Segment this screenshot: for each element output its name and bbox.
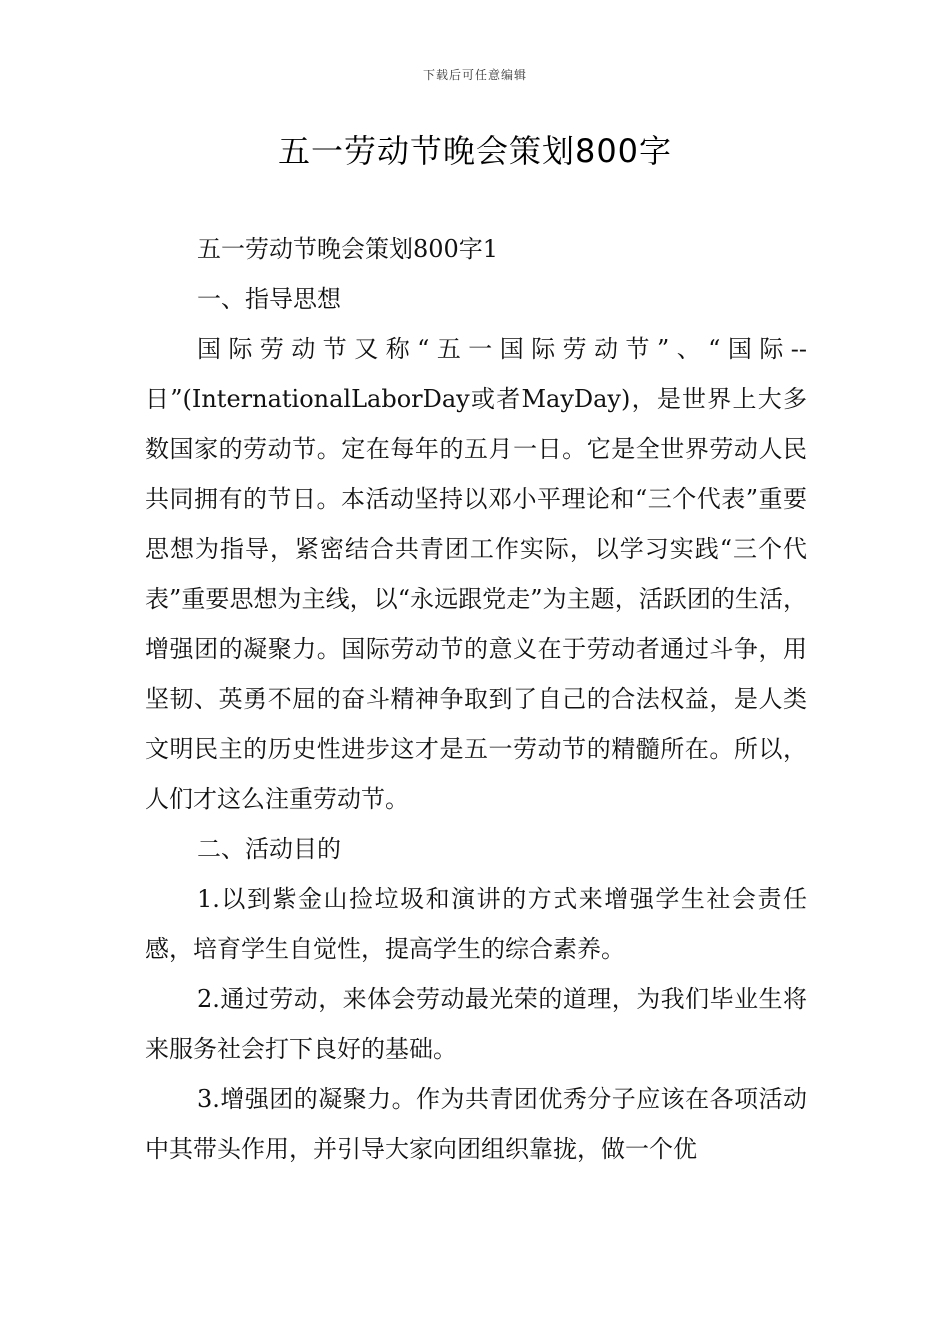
subtitle: 五一劳动节晚会策划800字1: [197, 235, 499, 263]
paragraph-guiding-ideology: 国际劳动节又称“五一国际劳动节”、“国际--日”(InternationalLaborDay或者MayDay)，是世界上大多数国家的劳动节。定在每年的五月一日。它是全世界劳动人民共同拥有的节日。本活动坚持以邓小平理论和“三个代表”重要思想为指导，紧密结合共青团工作实际，以学习实践“三个代表”重要思想为主线，以“永远跟党走”为主题，活跃团的生活，增强团的凝聚力。国际劳动节的意义在于劳动者通过斗争，用坚韧、英勇不屈的奋斗精神争取到了自己的合法权益，是人类文明民主的历史性进步这才是五一劳动节的精髓所在。所以，人们才这么注重劳动节。: [145, 335, 807, 813]
goal-item-2: 2.通过劳动，来体会劳动最光荣的道理，为我们毕业生将来服务社会打下良好的基础。: [145, 985, 807, 1063]
section-heading-guiding-ideology: 一、指导思想: [197, 285, 341, 313]
goal-item-1: 1.以到紫金山捡垃圾和演讲的方式来增强学生社会责任感，培育学生自觉性，提高学生的综合素养。: [145, 885, 807, 963]
section-heading-activity-purpose: 二、活动目的: [197, 835, 341, 863]
document-title: 五一劳动节晚会策划800字: [277, 132, 673, 170]
document-body: [145, 224, 807, 1174]
header-note: 下载后可任意编辑: [422, 68, 527, 82]
goal-item-3: 3.增强团的凝聚力。作为共青团优秀分子应该在各项活动中其带头作用，并引导大家向团组织靠拢，做一个优: [145, 1085, 807, 1163]
